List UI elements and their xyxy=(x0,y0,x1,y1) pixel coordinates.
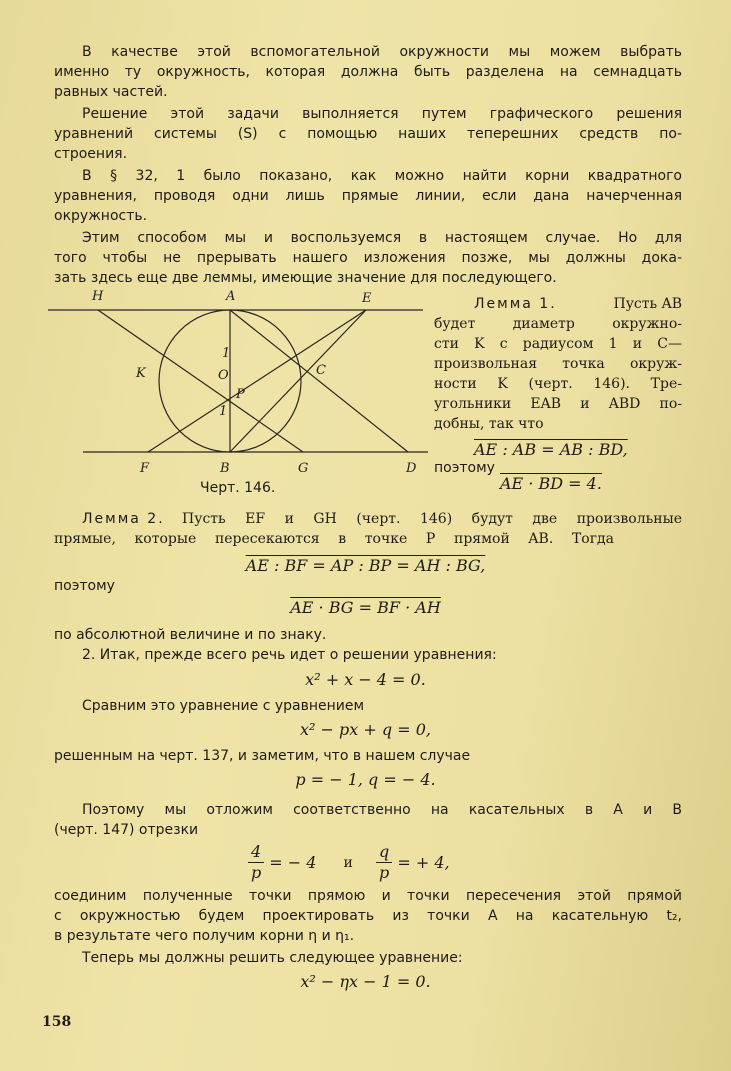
text-line: Решение этой задачи выполняется путем графического решения xyxy=(82,106,682,122)
text-line: именно ту окружность, которая должна быть разделена на семнадцать xyxy=(54,64,682,80)
text-line: в результате чего получим корни η и η₁. xyxy=(54,928,355,944)
figure-caption: Черт. 146. xyxy=(200,480,276,496)
fraction-value: = + 4, xyxy=(397,853,450,872)
text-line: В § 32, 1 было показано, как можно найти корни квадратного xyxy=(82,168,682,184)
label-k: K xyxy=(136,366,146,381)
text-line: зать здесь еще две леммы, имеющие значение для последующего. xyxy=(54,270,557,286)
line-eb xyxy=(230,310,366,452)
section-2-intro: 2. Итак, прежде всего речь идет о решении уравнения: xyxy=(82,647,497,663)
lemma-2-formula-2: AE · BG = BF · AH xyxy=(290,598,441,617)
text-line: Поэтому мы отложим соответственно на касательных в A и B xyxy=(82,802,682,818)
text-line: угольники EAB и ABD по- xyxy=(434,396,682,412)
text-line: соединим полученные точки прямою и точки пересечения этой прямой xyxy=(54,888,682,904)
text-line: Теперь мы должны решить следующее уравнение: xyxy=(82,950,463,966)
fraction-denominator: p xyxy=(378,863,390,882)
text-line: прямые, которые пересекаются в точке P прямой AB. Тогда xyxy=(54,531,614,547)
lemma-2-therefore: поэтому xyxy=(54,578,115,594)
text-line: окружность. xyxy=(54,208,148,224)
text-line: Пусть EF и GH (черт. 146) будут две произвольные xyxy=(182,511,682,527)
fraction-denominator: p xyxy=(250,863,262,882)
text-line: уравнений системы (S) с помощью наших теперешних средств по- xyxy=(54,126,682,142)
text-line: будет диаметр окружно- xyxy=(434,316,682,332)
equation-2: x² − px + q = 0, xyxy=(300,720,431,739)
text-line: ности K (черт. 146). Тре- xyxy=(434,376,682,392)
text-line: уравнения, проводя одни лишь прямые линии, если дана начерченная xyxy=(54,188,682,204)
label-o: O xyxy=(218,368,229,383)
fraction-4-over-p xyxy=(248,842,264,883)
label-one-bottom: 1 xyxy=(219,404,228,419)
fraction-numerator: 4 xyxy=(248,842,264,863)
text-line: того чтобы не прерывать нашего изложения позже, мы должны дока- xyxy=(54,250,682,266)
label-h: H xyxy=(92,289,104,304)
lemma-1-formula-1: AE : AB = AB : BD, xyxy=(474,440,628,459)
fraction-numerator: q xyxy=(376,842,392,863)
line-hg xyxy=(98,310,303,452)
label-c: C xyxy=(316,363,326,378)
text-line: решенным на черт. 137, и заметим, что в нашем случае xyxy=(54,748,471,764)
text-line: строения. xyxy=(54,146,128,162)
lemma-2-after: по абсолютной величине и по знаку. xyxy=(54,627,327,643)
page-number: 158 xyxy=(42,1014,72,1030)
lemma-1-formula-2: AE · BD = 4. xyxy=(500,474,602,493)
text-line: (черт. 147) отрезки xyxy=(54,822,199,838)
text-line: сти K с радиусом 1 и C— xyxy=(434,336,682,352)
equation-3: p = − 1, q = − 4. xyxy=(295,770,436,789)
text-line: В качестве этой вспомогательной окружности мы можем выбрать xyxy=(82,44,682,60)
label-a: A xyxy=(226,289,236,304)
label-d: D xyxy=(406,461,417,476)
text-line: произвольная точка окруж- xyxy=(434,356,682,372)
text-line: с окружностью будем проектировать из точки A на касательную t₂, xyxy=(54,908,682,924)
label-f: F xyxy=(140,461,150,476)
text-line: Сравним это уравнение с уравнением xyxy=(82,698,365,714)
fraction-value: = − 4 xyxy=(269,853,317,872)
label-e: E xyxy=(362,291,372,306)
conjunction-and: и xyxy=(343,854,353,871)
equation-1: x² + x − 4 = 0. xyxy=(305,670,426,689)
lemma-1-therefore: поэтому xyxy=(434,460,495,476)
label-p: P xyxy=(236,387,245,402)
label-one-top: 1 xyxy=(222,346,231,361)
text-line: добны, так что xyxy=(434,416,544,432)
lemma-2-formula-1: AE : BF = AP : BP = AH : BG, xyxy=(245,556,486,575)
text-line: Пусть AB xyxy=(613,296,682,312)
lemma-2-heading: Лемма 2. xyxy=(82,511,165,527)
equation-4: x² − ηx − 1 = 0. xyxy=(300,972,431,991)
text-line: Этим способом мы и воспользуемся в настоящем случае. Но для xyxy=(82,230,682,246)
text-line: равных частей. xyxy=(54,84,168,100)
fraction-q-over-p xyxy=(376,842,392,883)
fraction-equations xyxy=(248,842,450,883)
figure-146 xyxy=(48,282,440,482)
label-b: B xyxy=(220,461,230,476)
lemma-1-heading: Лемма 1. xyxy=(474,296,557,312)
label-g: G xyxy=(298,461,309,476)
